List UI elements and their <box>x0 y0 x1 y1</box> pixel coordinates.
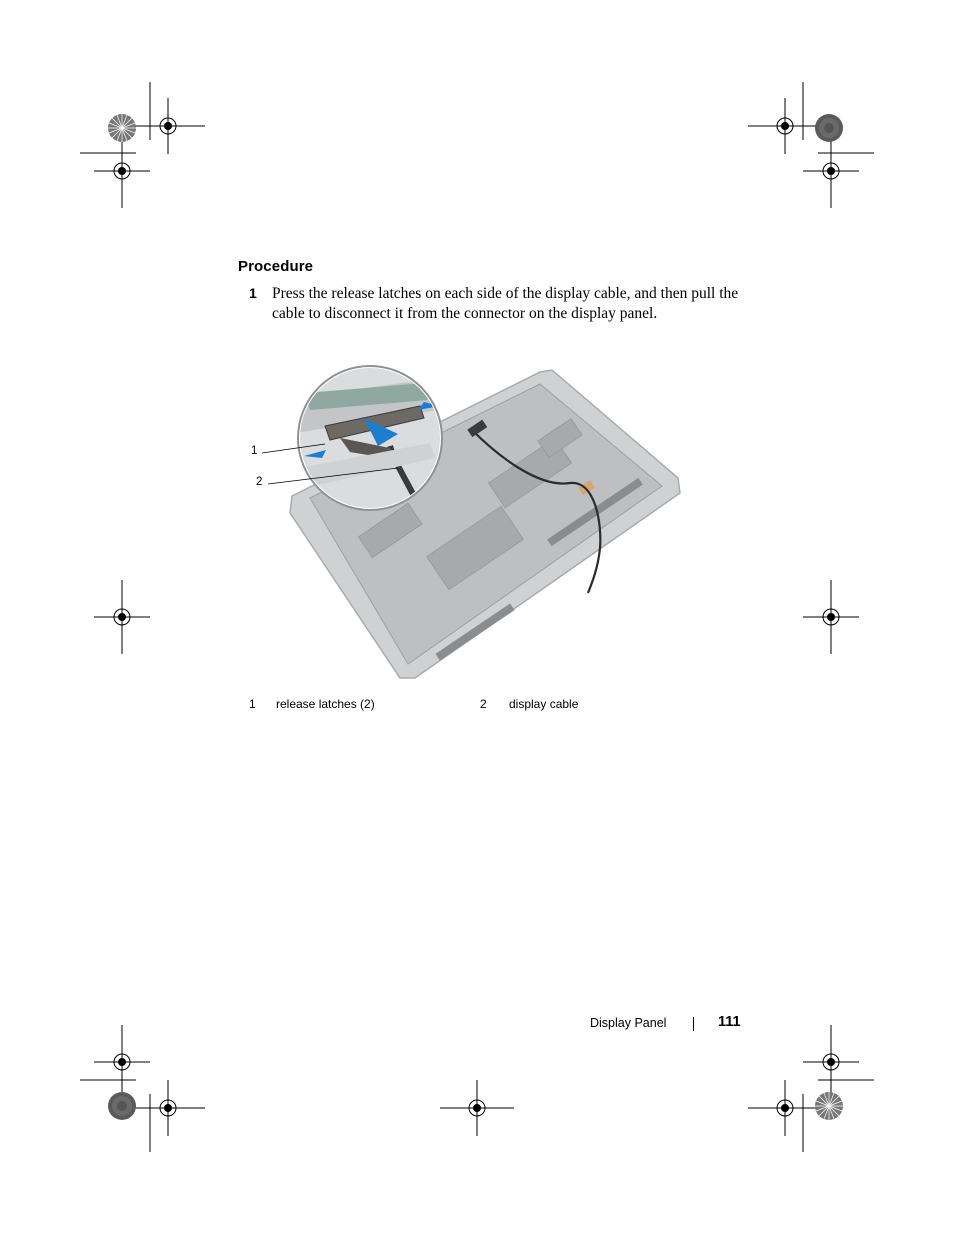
legend-number-2: 2 <box>480 697 487 711</box>
section-heading: Procedure <box>238 258 314 275</box>
page-number: 111 <box>718 1014 741 1030</box>
legend-label-1: release latches (2) <box>276 697 375 711</box>
footer-section-title: Display Panel <box>590 1016 667 1030</box>
callout-2: 2 <box>256 476 263 488</box>
legend-number-1: 1 <box>249 697 256 711</box>
step-number: 1 <box>249 285 257 301</box>
step-text: Press the release latches on each side of the display cable, and then pull the cable to disconnect it from the connector on the display panel. <box>272 285 739 322</box>
display-panel-illustration <box>240 348 690 688</box>
legend-label-2: display cable <box>509 697 579 711</box>
callout-1: 1 <box>251 445 258 457</box>
footer-divider <box>693 1017 694 1031</box>
